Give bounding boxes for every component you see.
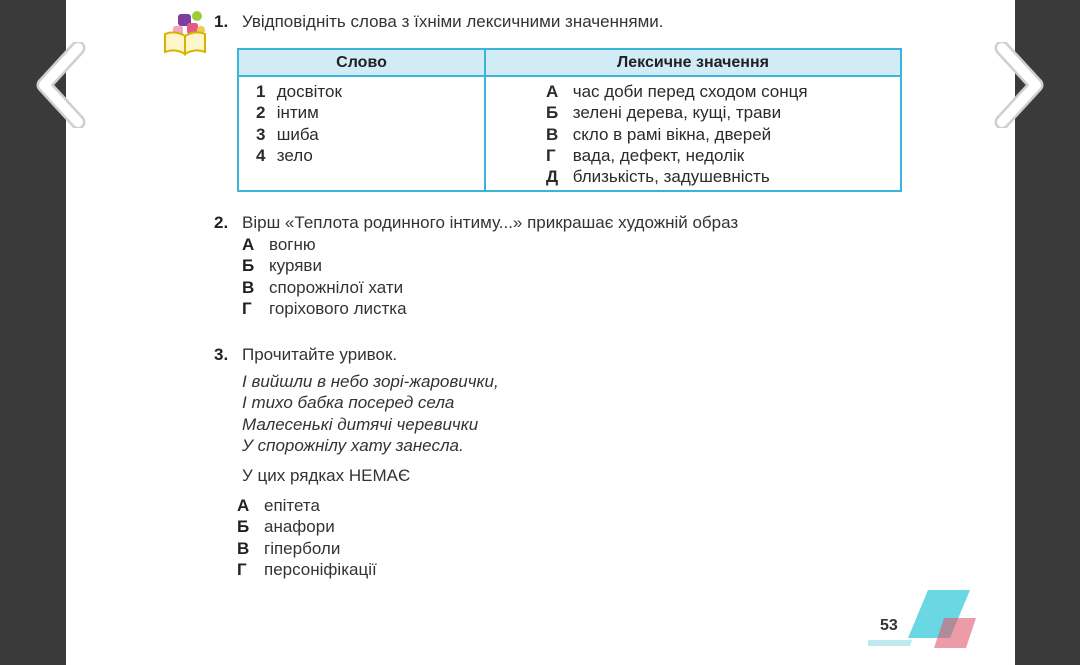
word-item: 3 шиба [256, 124, 319, 144]
answer-option[interactable]: В спорожнілої хати [242, 277, 404, 297]
meanings-cell [485, 76, 901, 191]
question-3-number: 3. [214, 345, 229, 364]
question-2-number: 2. [214, 213, 229, 232]
matching-table [237, 48, 902, 192]
question-2-text: Вірш «Теплота родинного інтиму...» прикрашає художній образ [242, 213, 739, 232]
answer-option[interactable]: Г персоніфікації [237, 559, 377, 579]
meanings-list [486, 77, 900, 187]
meaning-item: Д близькість, задушевність [546, 167, 770, 187]
page-number: 53 [880, 617, 898, 634]
meaning-item: Б зелені дерева, кущі, трави [546, 103, 782, 123]
question-2-options [242, 234, 407, 319]
answer-option[interactable]: Г горіхового листка [242, 298, 407, 318]
poem-line: І тихо бабка посеред села [242, 393, 455, 413]
chevron-left-icon[interactable] [34, 42, 86, 128]
question-1-text: Увідповідніть слова з їхніми лексичними значеннями. [242, 12, 664, 31]
word-item: 2 інтим [256, 103, 319, 123]
answer-option[interactable]: А вогню [242, 235, 316, 254]
chevron-right-icon[interactable] [994, 42, 1046, 128]
question-3-options [237, 495, 377, 580]
meaning-item: В скло в рамі вікна, дверей [546, 124, 772, 144]
question-3-prompt: У цих рядках НЕМАЄ [242, 466, 411, 485]
table-header-meaning: Лексичне значення [485, 49, 901, 76]
question-1-number: 1. [214, 12, 229, 31]
answer-option[interactable]: Б анафори [237, 517, 335, 537]
meaning-item: А час доби перед сходом сонця [546, 82, 808, 101]
meaning-item: Г вада, дефект, недолік [546, 145, 745, 165]
poem-line: Малесенькі дитячі черевички [242, 414, 479, 434]
words-cell [238, 76, 485, 191]
answer-option[interactable]: В гіперболи [237, 538, 341, 558]
poem-line: У спорожнілу хату занесла. [242, 435, 464, 455]
poem-line: І вийшли в небо зорі-жаровички, [242, 372, 499, 391]
answer-option[interactable]: Б куряви [242, 256, 322, 276]
question-3-text: Прочитайте уривок. [242, 345, 398, 364]
answer-option[interactable]: А епітета [237, 496, 320, 515]
word-item: 1 досвіток [256, 82, 342, 101]
poem-excerpt [242, 371, 499, 456]
table-header-word: Слово [238, 49, 485, 76]
words-list [239, 77, 484, 166]
open-book-icon [163, 10, 209, 58]
word-item: 4 зело [256, 145, 313, 165]
